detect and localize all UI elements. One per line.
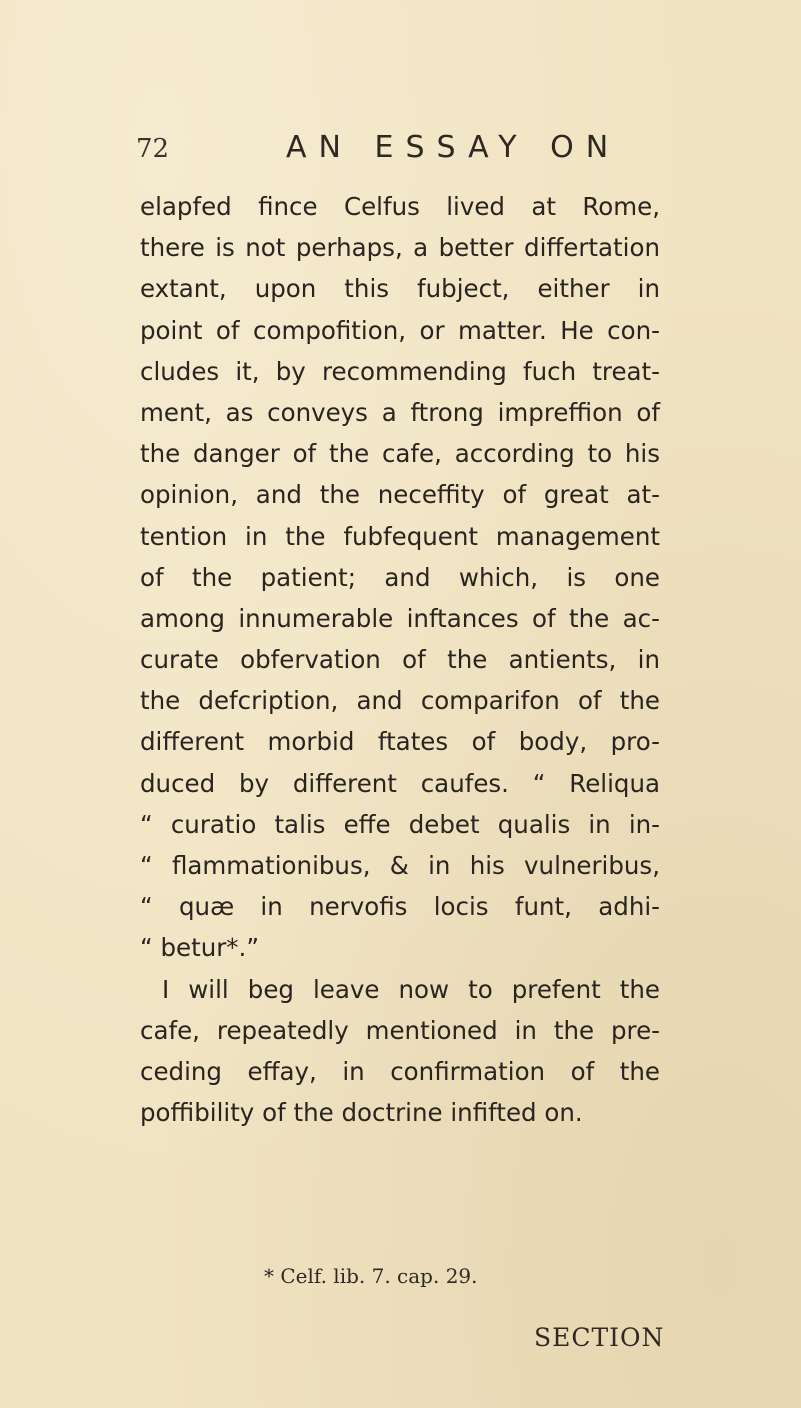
page-number: 72	[136, 134, 170, 164]
quote-line: “ flammationibus, & in his vulneribus,	[140, 851, 660, 880]
text-line: the danger of the cafe, according to his	[140, 439, 660, 469]
running-head	[136, 130, 656, 170]
body-text	[140, 186, 660, 1133]
footnote: * Celf. lib. 7. cap. 29.	[264, 1264, 478, 1288]
text-line: opinion, and the neceffity of great at-	[140, 480, 660, 510]
text-line: elapfed fince Celfus lived at Rome,	[140, 192, 660, 221]
text-line: different morbid ftates of body, pro-	[140, 727, 660, 757]
text-line: cludes it, by recommending fuch treat-	[140, 356, 660, 386]
text-line: there is not perhaps, a better differtation	[140, 233, 660, 263]
running-title: AN ESSAY ON	[286, 130, 621, 165]
text-line: point of compofition, or matter. He con-	[140, 315, 660, 345]
text-line: ceding effay, in confirmation of the	[140, 1056, 660, 1086]
quote-line: “ betur*.”	[140, 933, 260, 963]
text-line: ment, as conveys a ftrong impreffion of	[140, 397, 660, 427]
text-line: of the patient; and which, is one	[140, 562, 660, 592]
text-line: the defcription, and comparifon of the	[140, 686, 660, 716]
text-line: tention in the fubfequent management	[140, 521, 660, 551]
quote-line: “ curatio talis effe debet qualis in in-	[140, 809, 660, 839]
text-line: duced by different caufes. “ Reliqua	[140, 768, 660, 798]
text-line: extant, upon this fubject, either in	[140, 274, 660, 304]
text-line: I will beg leave now to prefent the	[162, 974, 660, 1004]
quote-line: “ quæ in nervofis locis funt, adhi-	[140, 892, 660, 922]
text-line: cafe, repeatedly mentioned in the pre-	[140, 1015, 660, 1045]
text-line: among innumerable inftances of the ac-	[140, 603, 660, 633]
text-line: poffibility of the doctrine infifted on.	[140, 1098, 583, 1128]
catchword: SECTION	[534, 1323, 665, 1352]
text-line: curate obfervation of the antients, in	[140, 645, 660, 675]
